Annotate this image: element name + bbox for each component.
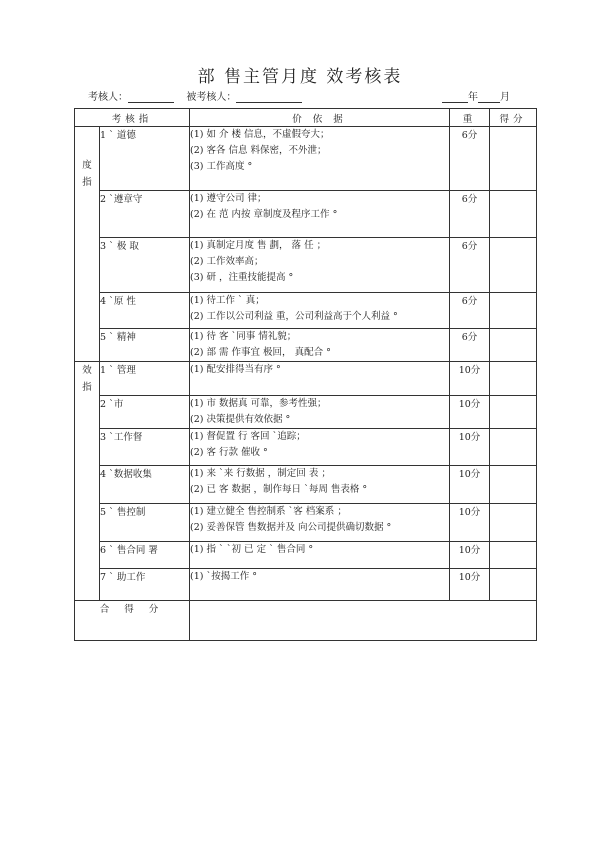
- indicator-cell: 3 `工作督: [100, 429, 190, 466]
- month-label: 月: [500, 92, 510, 103]
- score-cell[interactable]: [490, 191, 537, 238]
- basis-cell: (1) 配安排得当有序 °: [190, 362, 450, 396]
- group-attitude-label: 度 指: [75, 127, 100, 362]
- table-row: [75, 542, 537, 569]
- score-cell[interactable]: [490, 429, 537, 466]
- score-cell[interactable]: [490, 396, 537, 429]
- assessee-label: 被考核人：: [186, 92, 237, 103]
- weight-cell: 6分: [450, 238, 490, 293]
- score-cell[interactable]: [490, 569, 537, 601]
- assessment-table: [74, 108, 537, 641]
- indicator-cell: 4 `原 性: [100, 293, 190, 329]
- score-cell[interactable]: [490, 238, 537, 293]
- indicator-cell: 1 ` 管理: [100, 362, 190, 396]
- weight-cell: 10分: [450, 504, 490, 542]
- table-row: [75, 127, 537, 191]
- indicator-cell: 2 `遵章守: [100, 191, 190, 238]
- score-cell[interactable]: [490, 542, 537, 569]
- score-cell[interactable]: [490, 504, 537, 542]
- header-weight: 重: [450, 109, 490, 127]
- weight-cell: 10分: [450, 466, 490, 504]
- table-row: [75, 569, 537, 601]
- basis-cell: (1) 督促置 行 客回 `追踪； (2) 客 行款 催收 °: [190, 429, 450, 466]
- indicator-cell: 2 `市: [100, 396, 190, 429]
- basis-cell: (1) 真制定月度 售 劃， 落 任 ； (2) 工作效率高； (3) 研 ，注重技能提高 °: [190, 238, 450, 293]
- header-basis: 价 依 据: [190, 109, 450, 127]
- table-header-row: [75, 109, 537, 127]
- table-row: [75, 362, 537, 396]
- weight-cell: 6分: [450, 191, 490, 238]
- basis-cell: (1) 来 `来 行数据 ，制定回 表 ； (2) 已 客 数据 ，制作每日 `每周 售表格 °: [190, 466, 450, 504]
- basis-cell: (1) 待工作 ` 真； (2) 工作以公司利益 重，公司利益高于个人利益 °: [190, 293, 450, 329]
- page-title: 部 售主管月度 效考核表: [197, 67, 403, 87]
- weight-cell: 10分: [450, 429, 490, 466]
- basis-cell: (1) 市 数据真 可靠，参考性强； (2) 决策提供有效依据 °: [190, 396, 450, 429]
- indicator-cell: 1 ` 道德: [100, 127, 190, 191]
- table-row: [75, 238, 537, 293]
- weight-cell: 10分: [450, 396, 490, 429]
- basis-cell: (1) `按揭工作 °: [190, 569, 450, 601]
- basis-cell: (1) 如 介 楼 信息，不虛假夸大； (2) 客各 信息 料保密，不外泄； (3) 工作高度 °: [190, 127, 450, 191]
- year-field[interactable]: [442, 92, 468, 103]
- basis-cell: (1) 待 客 `同事 情礼貌； (2) 部 需 作事宜 极回， 真配合 °: [190, 329, 450, 362]
- group-performance-label: 效 指: [75, 362, 100, 601]
- basis-cell: (1) 遵守公司 律； (2) 在 范 内按 章制度及程序工作 °: [190, 191, 450, 238]
- weight-cell: 6分: [450, 293, 490, 329]
- indicator-cell: 4 `数据收集: [100, 466, 190, 504]
- table-row: [75, 191, 537, 238]
- indicator-cell: 6 ` 售合同 署: [100, 542, 190, 569]
- assessor-label: 考核人：: [88, 92, 128, 103]
- basis-cell: (1) 指 ` `初 已 定 ` 售合同 °: [190, 542, 450, 569]
- table-row: [75, 293, 537, 329]
- weight-cell: 6分: [450, 127, 490, 191]
- table-row: [75, 396, 537, 429]
- header-info-line: [88, 88, 510, 102]
- score-cell[interactable]: [490, 293, 537, 329]
- score-cell[interactable]: [490, 466, 537, 504]
- table-row: [75, 329, 537, 362]
- score-cell[interactable]: [490, 329, 537, 362]
- indicator-cell: 7 ` 助工作: [100, 569, 190, 601]
- indicator-cell: 5 ` 精神: [100, 329, 190, 362]
- table-row: [75, 429, 537, 466]
- weight-cell: 10分: [450, 362, 490, 396]
- score-cell[interactable]: [490, 127, 537, 191]
- year-label: 年: [468, 92, 478, 103]
- assessor-field[interactable]: [128, 92, 174, 103]
- table-row: [75, 504, 537, 542]
- indicator-cell: 3 ` 极 取: [100, 238, 190, 293]
- assessee-field[interactable]: [236, 92, 302, 103]
- month-field[interactable]: [478, 92, 500, 103]
- total-row: [75, 601, 537, 641]
- indicator-cell: 5 ` 售控制: [100, 504, 190, 542]
- basis-cell: (1) 建立健全 售控制系 `客 档案系 ； (2) 妥善保管 售数据并及 向公司提供确切数据 °: [190, 504, 450, 542]
- header-indicator: 考核指: [75, 109, 190, 127]
- header-score: 得分: [490, 109, 537, 127]
- score-cell[interactable]: [490, 362, 537, 396]
- weight-cell: 6分: [450, 329, 490, 362]
- total-label: 合 得 分: [75, 601, 190, 641]
- total-score-cell[interactable]: [190, 601, 537, 641]
- weight-cell: 10分: [450, 569, 490, 601]
- table-row: [75, 466, 537, 504]
- weight-cell: 10分: [450, 542, 490, 569]
